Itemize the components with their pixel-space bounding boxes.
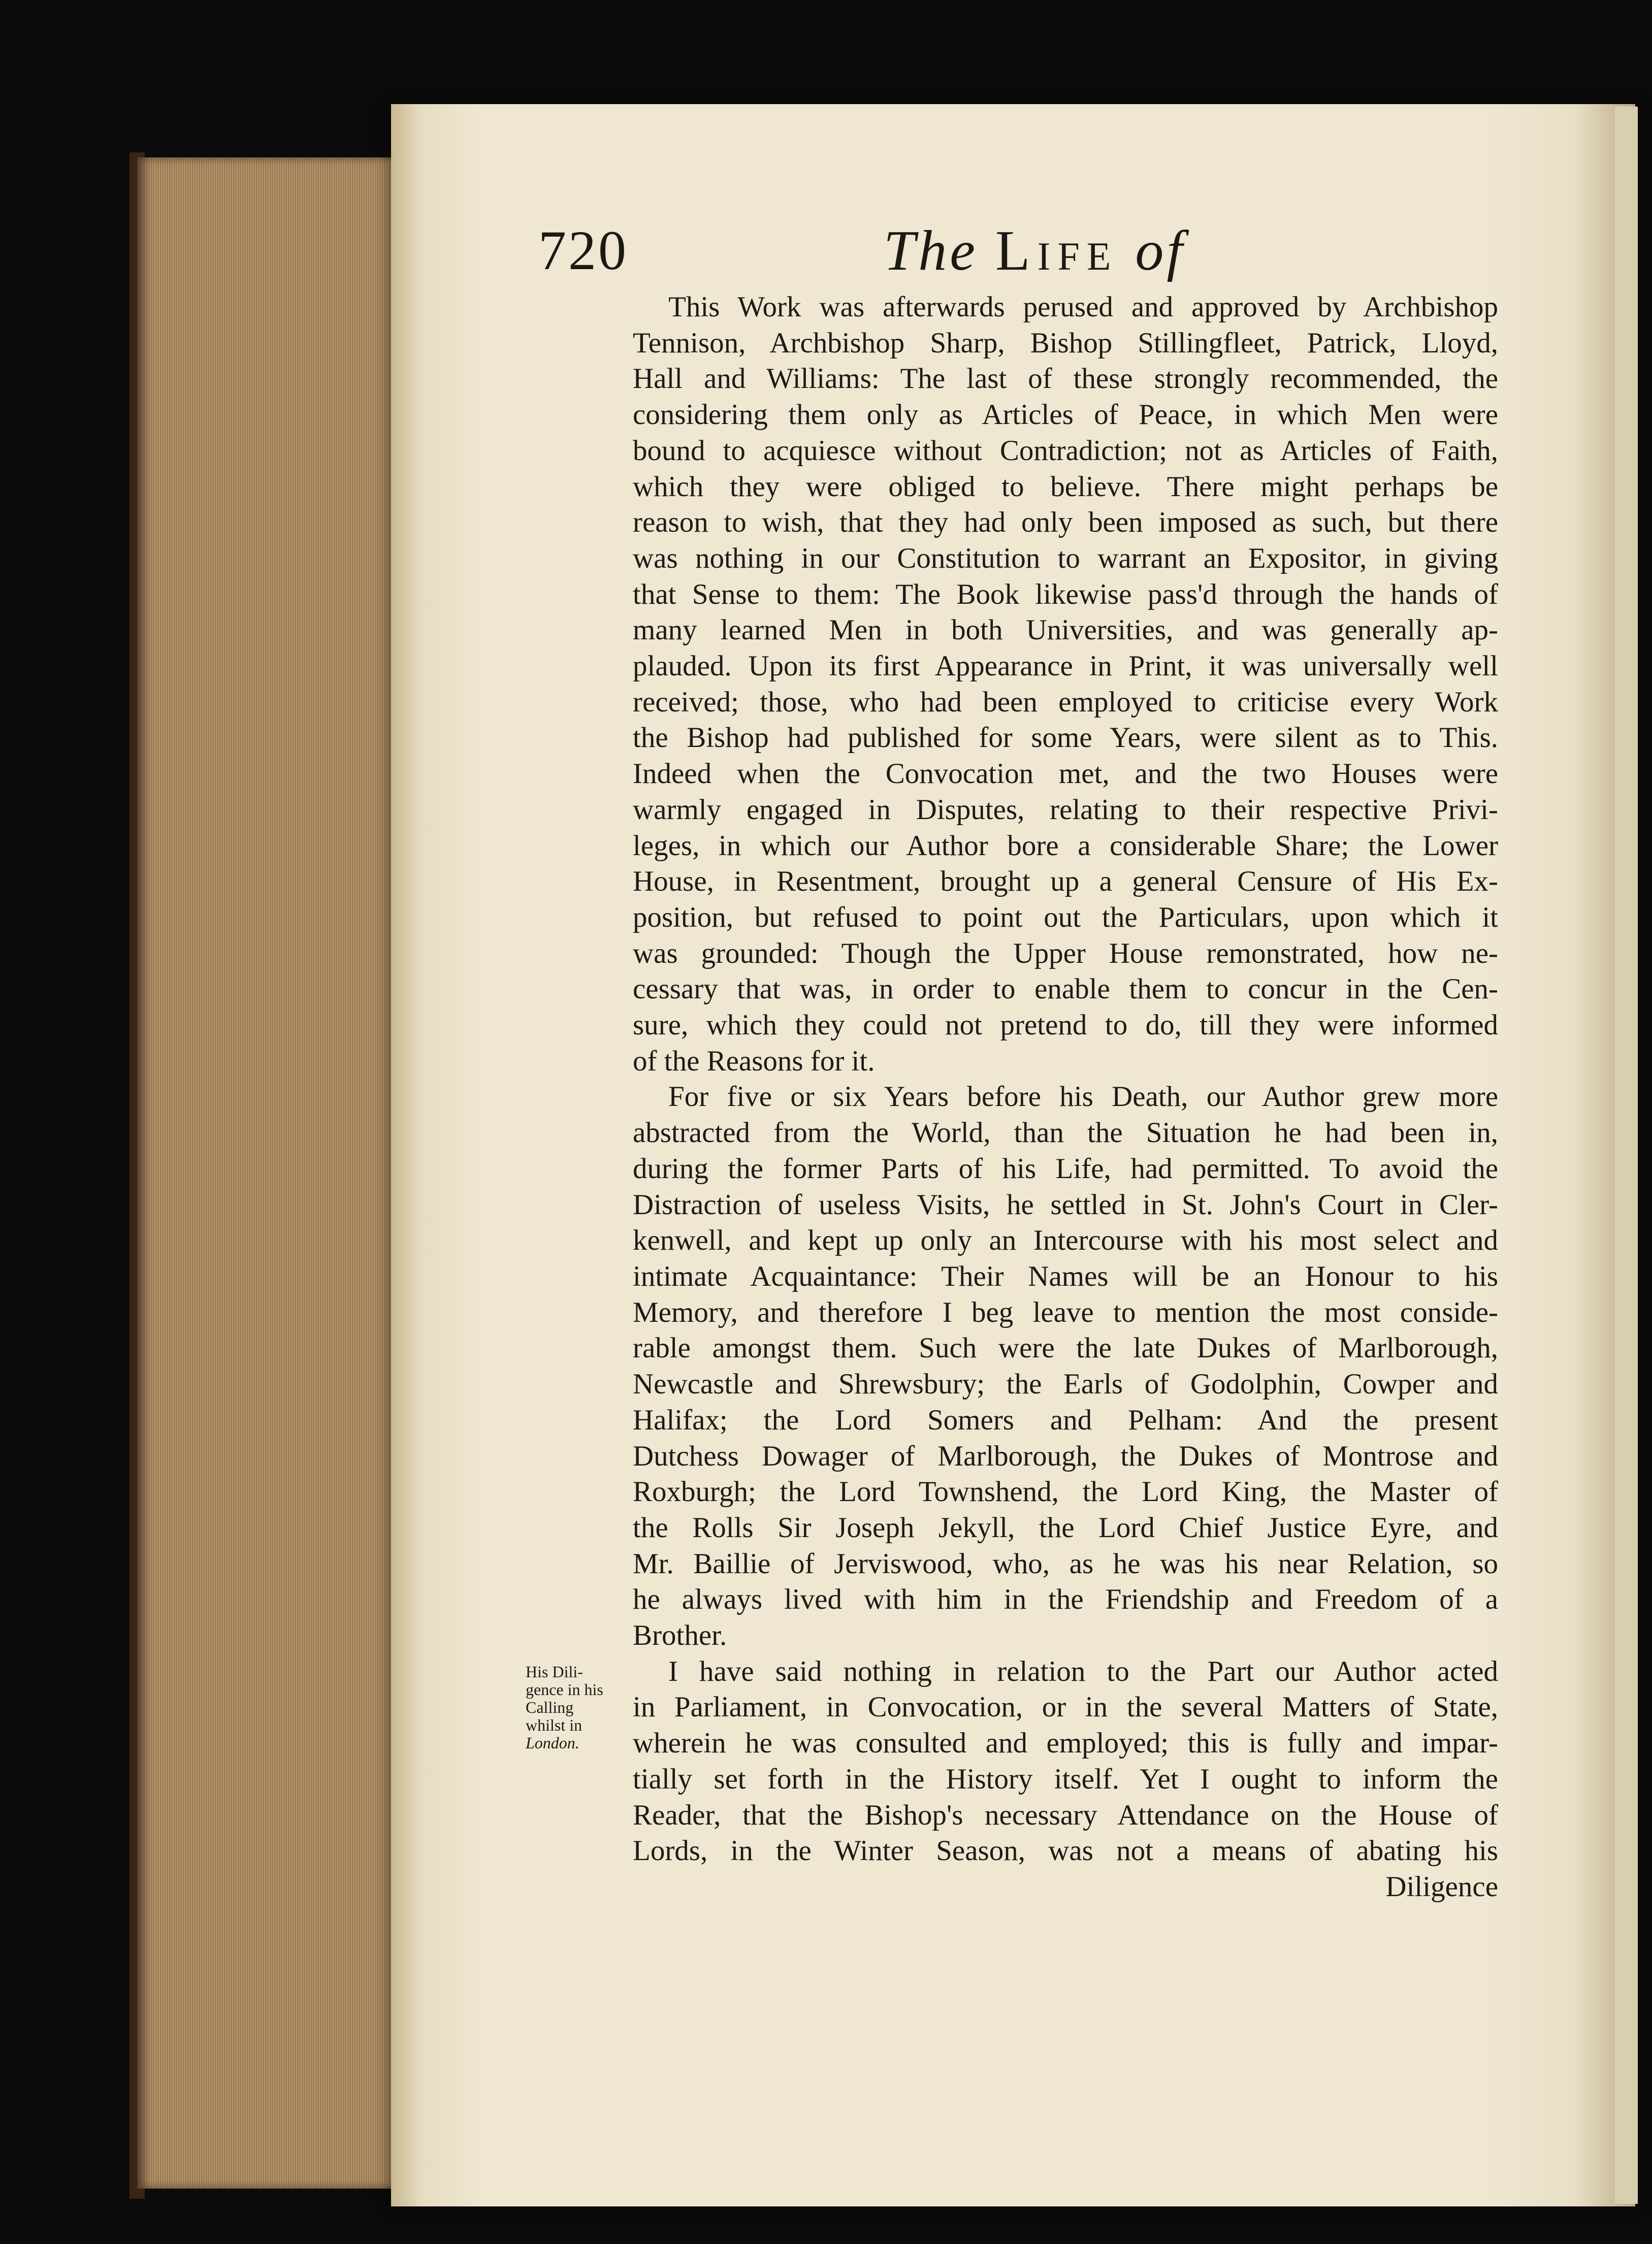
title-life: Life: [995, 219, 1118, 282]
text-line: which they were obliged to believe. There might perhaps be: [633, 470, 1498, 503]
running-header: [538, 218, 1652, 300]
text-line: during the former Parts of his Life, had permitted. To avoid the: [633, 1152, 1498, 1185]
margin-note-line: gence in his: [526, 1680, 603, 1699]
text-line: Lords, in the Winter Season, was not a means of abating his: [633, 1835, 1498, 1867]
text-line: was nothing in our Constitution to warrant an Expositor, in giving: [633, 542, 1498, 574]
text-line: Roxburgh; the Lord Townshend, the Lord King, the Master of: [633, 1476, 1498, 1508]
text-line: Hall and Williams: The last of these strongly recommended, the: [633, 363, 1498, 395]
text-line: Distraction of useless Visits, he settled in St. John's Court in Cler-: [633, 1188, 1498, 1221]
text-line: House, in Resentment, brought up a general Censure of His Ex-: [633, 865, 1498, 898]
text-line: intimate Acquaintance: Their Names will be an Honour to his: [633, 1260, 1498, 1292]
text-line: bound to acquiesce without Contradiction; not as Articles of Faith,: [633, 434, 1498, 467]
text-line: leges, in which our Author bore a considerable Share; the Lower: [633, 829, 1498, 862]
text-line: kenwell, and kept up only an Intercourse with his most select and: [633, 1224, 1498, 1257]
text-line: cessary that was, in order to enable them to concur in the Cen-: [633, 973, 1498, 1005]
text-line: abstracted from the World, than the Situation he had been in,: [633, 1117, 1498, 1149]
text-line: Mr. Baillie of Jerviswood, who, as he was his near Relation, so: [633, 1547, 1498, 1580]
text-line: Indeed when the Convocation met, and the two Houses were: [633, 758, 1498, 790]
text-line: many learned Men in both Universities, and was generally ap-: [633, 614, 1498, 646]
text-line: warmly engaged in Disputes, relating to their respective Privi-: [633, 793, 1498, 826]
running-title: [884, 218, 1186, 284]
text-line: This Work was afterwards perused and approved by Archbishop: [668, 291, 1498, 323]
margin-note-line: London.: [526, 1734, 579, 1752]
margin-note-line: Calling: [526, 1698, 574, 1716]
text-line: rable amongst them. Such were the late Dukes of Marlborough,: [633, 1332, 1498, 1364]
page-edges: [137, 157, 401, 2189]
text-line: tially set forth in the History itself. Yet I ought to inform the: [633, 1763, 1498, 1795]
text-line: considering them only as Articles of Peace, in which Men were: [633, 399, 1498, 431]
margin-note-line: His Dili-: [526, 1663, 583, 1681]
margin-note-line: whilst in: [526, 1716, 582, 1734]
text-line: Reader, that the Bishop's necessary Attendance on the House of: [633, 1799, 1498, 1831]
text-line: the Rolls Sir Joseph Jekyll, the Lord Chief Justice Eyre, and: [633, 1511, 1498, 1544]
text-line: wherein he was consulted and employed; this is fully and impar-: [633, 1727, 1498, 1760]
text-line: of the Reasons for it.: [633, 1045, 875, 1077]
text-line: plauded. Upon its first Appearance in Print, it was universally well: [633, 650, 1498, 682]
text-line: Memory, and therefore I beg leave to mention the most conside-: [633, 1296, 1498, 1328]
body-text: [633, 289, 1498, 1905]
text-line: Halifax; the Lord Somers and Pelham: And the present: [633, 1404, 1498, 1436]
text-line: Newcastle and Shrewsbury; the Earls of Godolphin, Cowper and: [633, 1368, 1498, 1401]
text-line: in Parliament, in Convocation, or in the several Matters of State,: [633, 1691, 1498, 1723]
marginal-note: [526, 1663, 622, 1752]
text-line: he always lived with him in the Friendship and Freedom of a: [633, 1583, 1498, 1616]
text-line: was grounded: Though the Upper House remonstrated, how ne-: [633, 937, 1498, 969]
title-the: The: [884, 219, 978, 282]
text-line: Tennison, Archbishop Sharp, Bishop Stillingfleet, Patrick, Lloyd,: [633, 327, 1498, 359]
text-line: position, but refused to point out the Particulars, upon which it: [633, 901, 1498, 933]
text-line: reason to wish, that they had only been imposed as such, but there: [633, 506, 1498, 539]
text-line: I have said nothing in relation to the Part our Author acted: [668, 1655, 1498, 1687]
text-line: For five or six Years before his Death, our Author grew more: [668, 1081, 1498, 1113]
text-line: that Sense to them: The Book likewise pass'd through the hands of: [633, 578, 1498, 610]
facing-page-edge: [1615, 107, 1638, 2204]
text-line: Dutchess Dowager of Marlborough, the Dukes of Montrose and: [633, 1440, 1498, 1472]
catchword: Diligence: [1385, 1870, 1498, 1903]
text-line: sure, which they could not pretend to do, till they were informed: [633, 1009, 1498, 1042]
text-line: the Bishop had published for some Years, were silent as to This.: [633, 722, 1498, 754]
text-line: Brother.: [633, 1619, 727, 1652]
text-line: received; those, who had been employed to criticise every Work: [633, 686, 1498, 718]
page-number: 720: [538, 219, 628, 281]
title-of: of: [1135, 219, 1186, 282]
